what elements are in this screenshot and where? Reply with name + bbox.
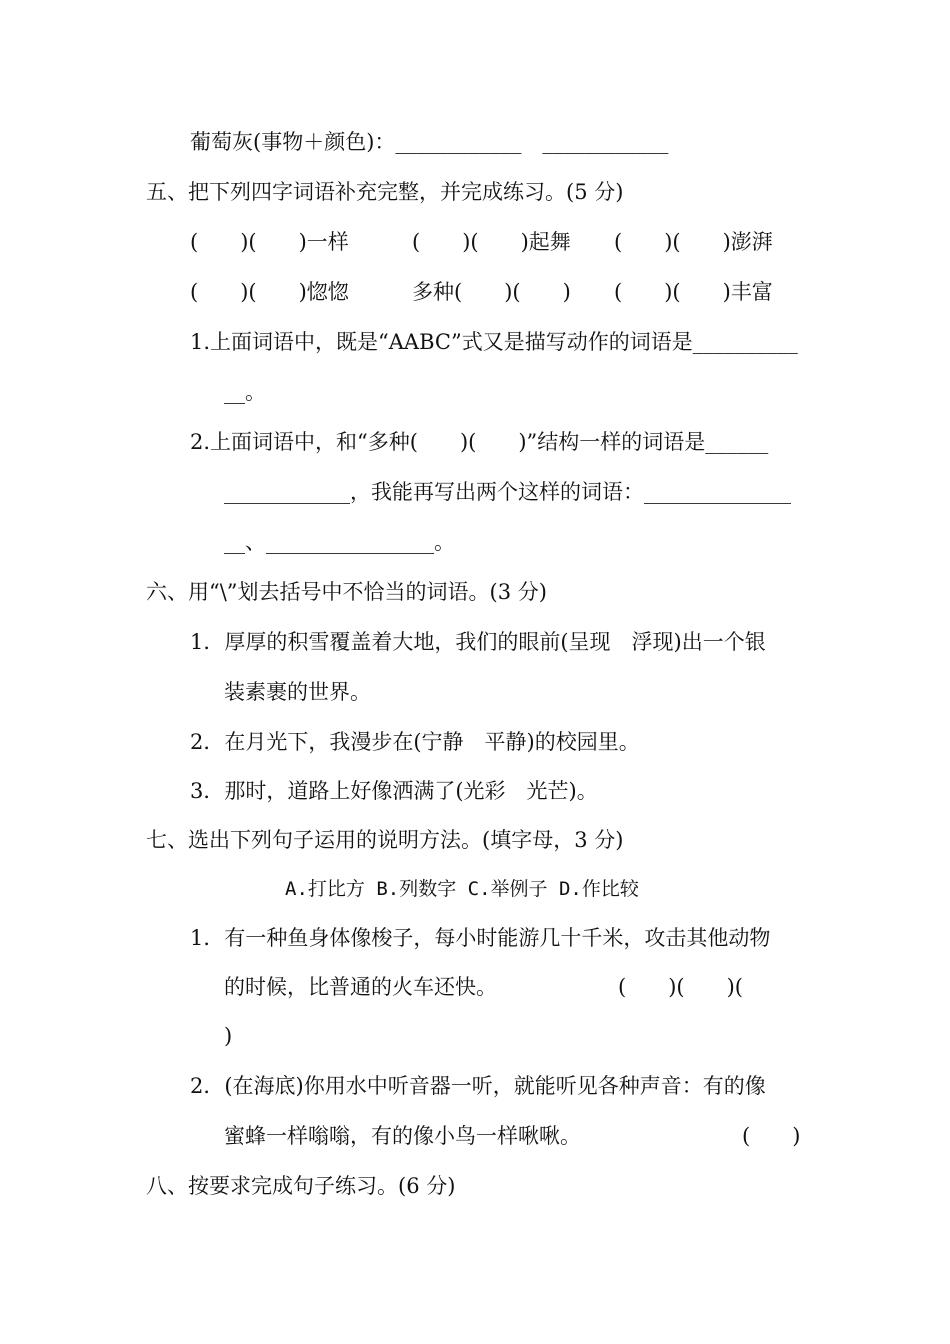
- section-5-question-1: 1.上面词语中，既是“AABC”式又是描写动作的词语是__________: [190, 330, 798, 354]
- section-5-question-2: 2.上面词语中，和“多种( )( )”结构一样的词语是______: [190, 430, 769, 454]
- answer-blank-close: ): [224, 1024, 233, 1048]
- idiom-blank: ( )( )澎湃: [614, 230, 773, 254]
- section-5-question-2-cont2: __、________________。: [224, 530, 455, 554]
- section-5-title: 五、把下列四字词语补充完整，并完成练习。(5 分): [146, 180, 624, 204]
- section-7-question-2-cont: 蜜蜂一样嗡嗡，有的像小鸟一样啾啾。: [224, 1124, 581, 1148]
- section-6-question-3: 3．那时，道路上好像洒满了(光彩 光芒)。: [190, 779, 598, 803]
- section-6-title: 六、用“\”划去括号中不恰当的词语。(3 分): [146, 580, 547, 604]
- section-7-question-2: 2．(在海底)你用水中听音器一听，就能听见各种声音：有的像: [190, 1074, 766, 1098]
- idiom-blank: ( )( )起舞: [412, 230, 571, 254]
- idiom-blank: ( )( )一样: [190, 230, 349, 254]
- section-8-title: 八、按要求完成句子练习。(6 分): [146, 1174, 456, 1198]
- section-6-question-1: 1．厚厚的积雪覆盖着大地，我们的眼前(呈现 浮现)出一个银: [190, 630, 766, 654]
- idiom-blank: ( )( )惚惚: [190, 280, 349, 304]
- section-5-question-1-cont: __。: [224, 380, 266, 404]
- idiom-blank: 多种( )( ): [412, 280, 571, 304]
- section-6-question-1-cont: 装素裹的世界。: [224, 680, 371, 704]
- section-7-question-1-cont: 的时候，比普通的火车还快。: [224, 975, 497, 999]
- idiom-blank: ( )( )丰富: [614, 280, 773, 304]
- answer-blanks: ( )( )(: [618, 975, 743, 999]
- section-5-question-2-cont: ____________，我能再写出两个这样的词语：______________: [224, 480, 791, 504]
- grape-gray-item: 葡萄灰(事物＋颜色)：____________ ____________: [190, 130, 669, 154]
- method-options: A.打比方 B.列数字 C.举例子 D.作比较: [285, 878, 639, 900]
- section-7-question-1: 1．有一种鱼身体像梭子，每小时能游几十千米，攻击其他动物: [190, 926, 771, 950]
- answer-blank: ( ): [742, 1124, 801, 1148]
- section-7-title: 七、选出下列句子运用的说明方法。(填字母，3 分): [146, 828, 624, 852]
- section-6-question-2: 2．在月光下，我漫步在(宁静 平静)的校园里。: [190, 730, 640, 754]
